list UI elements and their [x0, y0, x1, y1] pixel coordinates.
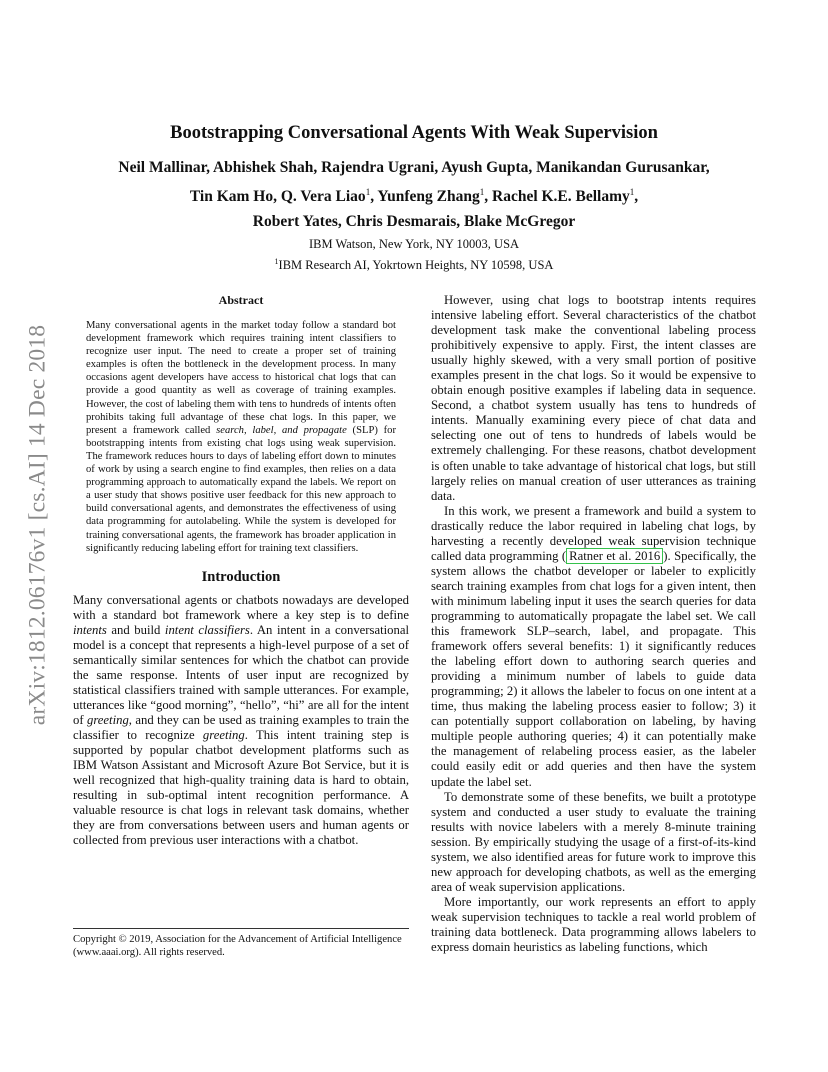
author-list — [90, 155, 738, 234]
citation-link[interactable]: Ratner et al. 2016 — [566, 548, 663, 564]
author-name: , Rachel K.E. Bellamy — [484, 188, 630, 206]
affiliation-1: IBM Watson, New York, NY 10003, USA — [308, 237, 520, 251]
framework-name: search, label, and propagate — [216, 424, 347, 436]
intro-text: Many conversational agents or chatbots nowadays are developed with a standard bot framework where a key step is to define — [73, 592, 409, 622]
author-name: Tin Kam Ho, Q. Vera Liao — [189, 188, 366, 206]
intro-emphasis: intent classifiers — [164, 622, 250, 637]
intro-emphasis: greeting — [202, 728, 245, 743]
abstract-heading: Abstract — [218, 293, 264, 307]
body-paragraph: To demonstrate some of these benefits, we built a prototype system and conducted a user study to evaluate the training results with novice labelers with a merely 8-minute training session. By empirically studying the usage of a first-of-its-kind system, we also identified areas for future work to improve this new approach for developing chatbots, as well as the emerging area of weak supervision applications. — [431, 789, 756, 894]
author-line-1: Neil Mallinar, Abhishek Shah, Rajendra Ugrani, Ayush Gupta, Manikandan Gurusankar, — [118, 159, 710, 176]
arxiv-stamp — [20, 290, 56, 760]
author-line-2 — [90, 180, 738, 209]
paper-title: Bootstrapping Conversational Agents With Weak Supervision — [170, 123, 658, 143]
abstract-text — [86, 319, 396, 555]
body-paragraph: More importantly, our work represents an effort to apply weak supervision techniques to tackle a real world problem of training data bottleneck. Data programming allows labelers to express domain heuristics as labeling functions, which — [431, 894, 756, 955]
intro-text: . An intent in a conversational model is a concept that represents a high-level purpose of a set of semantically similar sentences for which the chatbot can provide the same response. Intents of user input are recognized by statistical classifiers trained with sample utterances. For example, utterances like “good morning”, “hello”, “hi” are all for the intent of — [73, 622, 409, 728]
body-paragraph — [431, 504, 756, 790]
body-paragraph: However, using chat logs to bootstrap intents requires intensive labeling effort. Several characteristics of the chatbot development task make the conventional labeling process prohibitively expensive to apply. First, the intent classes are usually highly skewed, with a very small portion of positive examples present in the chat logs. So it would be expensive to obtain enough positive examples if labeling data in sequence. Second, a chatbot system usually has tens to hundreds of intents. Manually examining every piece of chat data and selecting one out of tens to hundreds of labels would be extremely challenging. For these reasons, chatbot development is often unable to take advantage of historical chat logs, but still largely relies on manual creation of user utterances as training data. — [431, 293, 756, 503]
affiliation-marker: 1 — [479, 187, 485, 197]
author-name: , Yunfeng Zhang — [370, 188, 480, 206]
body-text: ). Specifically, the system allows the chatbot developer or labeler to explicitly search training examples from chat logs for a given intent, then with minimum labeling input it uses the search queries for data programming to automatically propagate the label set. We call this framework SLP–search, label, and propagate. This framework offers several benefits: 1) it significantly reduces the labeling effort down to authoring search queries and providing a minimum number of labels to guide data programming; 2) it allows the labeler to focus on one intent at a time, thus making the labeling process easier to follow; 3) it can potentially support collaboration on labeling, by having multiple people authoring queries; 4) it can potentially make the management of relabeling process easier, as the labeler could easily edit or add queries and then have the system update the label set. — [431, 548, 756, 789]
copyright-notice: Copyright © 2019, Association for the Advancement of Artificial Intelligence (www.aaai.org). All rights reserved. — [73, 928, 409, 959]
intro-text: . This intent training step is supported by popular chatbot development platforms such as IBM Watson Assistant and Microsoft Azure Bot Service, but it is well recognized that high-quality training data is hard to obtain, resulting in sub-optimal intent recognition performance. A valuable resource is chat logs in relevant task domains, whether they are from conversations between users and human agents or collected from previous user interactions with a chatbot. — [73, 728, 409, 848]
affiliation-marker: 1 — [274, 257, 279, 266]
author-line-end: , — [634, 188, 639, 206]
intro-text: and build — [106, 622, 165, 637]
right-column — [431, 293, 756, 955]
abstract-text-part: (SLP) for bootstrapping intents from existing chat logs using weak supervision. The framework reduces hours to days of labeling effort down to minutes of work by using a search engine to find examples, then relies on a data programming approach to automatically expand the labels. We report on a user study that shows positive user feedback for this new approach to build conversational agents, and demonstrates the effectiveness of using data programming for autolabeling. While the system is developed for training conversational agents, the framework has broader application in significantly reducing labeling effort for training text classifiers. — [86, 424, 396, 554]
intro-text: , and they can be used as training examples to train the classifier to recognize — [73, 713, 409, 743]
affiliation-2-text: IBM Research AI, Yokrtown Heights, NY 10598, USA — [278, 258, 554, 273]
introduction-paragraph — [73, 593, 409, 849]
intro-emphasis: greeting — [86, 713, 129, 728]
affiliation-2 — [0, 253, 828, 274]
introduction-heading: Introduction — [201, 568, 281, 585]
abstract-text-part: Many conversational agents in the market today follow a standard bot development framework which requires training intent classifiers to recognize user input. The need to create a proper set of training examples is often the bottleneck in the development process. In many occasions agent developers have access to historical chat logs that can provide a good quantity as well as coverage of training examples. However, the cost of labeling them with tens to hundreds of intents often prohibits taking full advantage of these chat logs. In this paper, we present a framework called — [86, 320, 396, 436]
body-text: In this work, we present a framework and build a system to drastically reduce the labor required in labeling chat logs, by harvesting a recently developed weak supervision technique called data programming ( — [431, 503, 756, 563]
author-line-3: Robert Yates, Chris Desmarais, Blake McGregor — [252, 213, 576, 231]
intro-emphasis: intents — [73, 622, 107, 637]
arxiv-stamp-text: arXiv:1812.06176v1 [cs.AI] 14 Dec 2018 — [24, 324, 51, 726]
affiliations — [0, 236, 828, 274]
affiliation-marker: 1 — [629, 187, 635, 197]
left-column — [73, 293, 409, 848]
affiliation-marker: 1 — [365, 187, 371, 197]
